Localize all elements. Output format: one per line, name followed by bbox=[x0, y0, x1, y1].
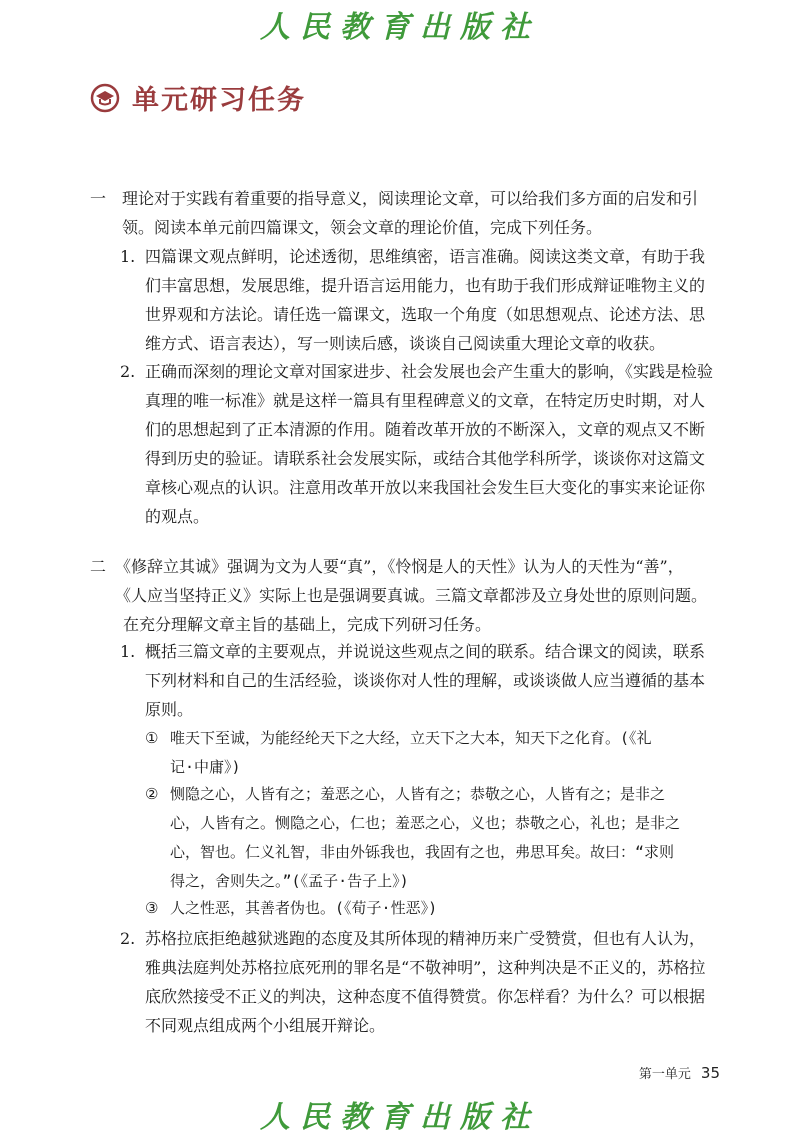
task1-item2-number: 2. bbox=[120, 362, 136, 381]
task2-intro: 《修辞立其诚》强调为文为人要“真”，《怜悯是人的天性》认为人的天性为“善”， 《人应当坚持正义》实际上也是强调要真诚。三篇文章都涉及立身处世的原则问题。 在充分理解文章主旨的基础上，完成下列研习任务。 bbox=[115, 557, 708, 634]
quote-1-text: 唯天下至诚，为能经纶天下之大经，立天下之大本，知天下之化育。(《礼 记·中庸》) bbox=[170, 729, 652, 776]
task2-item1-text: 概括三篇文章的主要观点，并说说这些观点之间的联系。结合课文的阅读，联系 下列材料和自己的生活经验，谈谈你对人性的理解，或谈谈做人应当遵循的基本 原则。 bbox=[145, 642, 706, 719]
page-number: 35 bbox=[700, 1064, 720, 1082]
page-footer bbox=[639, 1063, 720, 1082]
quote-1-number: ① bbox=[145, 729, 159, 747]
task2-item2-number: 2. bbox=[120, 929, 136, 948]
task1-item2-text: 正确而深刻的理论文章对国家进步、社会发展也会产生重大的影响，《实践是检验 真理的唯一标准》就是这样一篇具有里程碑意义的文章，在特定历史时期，对人 们的思想起到了正本清源的作用。随着改革开放的不断深入，文章的观点又不断 得到历史的验证。请联系社会发展实际，或结合其他学科所学，谈谈你对这篇文 章核心观点的认识。注意用改革开放以来我国社会发生巨大变化的事实来论证你 的观点。 bbox=[145, 362, 714, 526]
task1-item1-number: 1. bbox=[120, 247, 136, 266]
task1-marker: 一 bbox=[90, 189, 107, 208]
publisher-watermark-top: 人民教育出版社 bbox=[260, 10, 540, 45]
graduation-cap-icon bbox=[90, 83, 120, 113]
unit-label: 第一单元 bbox=[638, 1067, 691, 1082]
publisher-watermark-bottom: 人民教育出版社 bbox=[260, 1100, 540, 1135]
quote-3-text: 人之性恶，其善者伪也。(《荀子·性恶》) bbox=[170, 899, 438, 917]
quote-2-number: ② bbox=[145, 785, 159, 803]
task2-item1-number: 1. bbox=[120, 642, 136, 661]
task1-item1-text: 四篇课文观点鲜明，论述透彻，思维缜密，语言准确。阅读这类文章，有助于我 们丰富思想，发展思维，提升语言运用能力，也有助于我们形成辩证唯物主义的 世界观和方法论。请任选一篇课文，选取一个角度（如思想观点、论述方法、思 维方式、语言表达），写一则读后感，谈谈自己阅读重大理论文章的收获。 bbox=[145, 247, 706, 353]
task1-intro: 理论对于实践有着重要的指导意义，阅读理论文章，可以给我们多方面的启发和引 领。阅读本单元前四篇课文，领会文章的理论价值，完成下列任务。 bbox=[122, 189, 699, 237]
task2-marker: 二 bbox=[90, 557, 107, 576]
quote-2-text: 恻隐之心，人皆有之；羞恶之心，人皆有之；恭敬之心，人皆有之；是非之 心，人皆有之。恻隐之心，仁也；羞恶之心，义也；恭敬之心，礼也；是非之 心，智也。仁义礼智，非由外铄我也，我固有之也，弗思耳矣。故曰：“求则 得之，舍则失之。”(《孟子·告子上》) bbox=[170, 785, 681, 890]
section-heading bbox=[90, 78, 306, 117]
task2-item2-text: 苏格拉底拒绝越狱逃跑的态度及其所体现的精神历来广受赞赏，但也有人认为， 雅典法庭判处苏格拉底死刑的罪名是“不敬神明”，这种判决是不正义的，苏格拉 底欣然接受不正义的判决，这种态度不值得赞赏。你怎样看？为什么？可以根据 不同观点组成两个小组展开辩论。 bbox=[145, 929, 706, 1035]
section-title: 单元研习任务 bbox=[132, 85, 306, 116]
quote-3-number: ③ bbox=[145, 899, 159, 917]
